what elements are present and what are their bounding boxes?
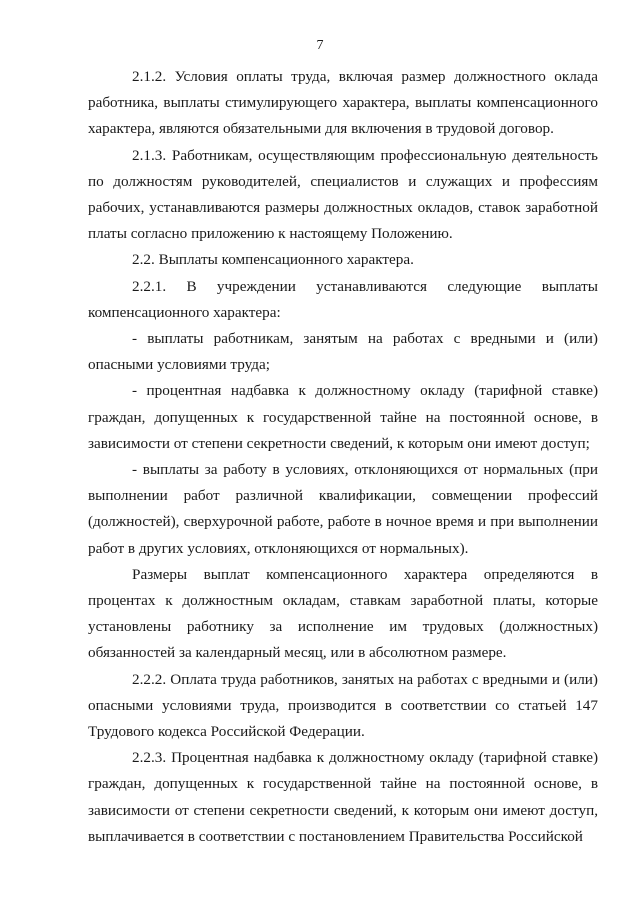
list-item-harmful-conditions: - выплаты работникам, занятым на работах с вредными и (или) опасными условиями труда; [88, 330, 598, 374]
paragraph-2-2-1: 2.2.1. В учреждении устанавливаются следующие выплаты компенсационного характера: [88, 277, 598, 321]
paragraph-2-2-2: 2.2.2. Оплата труда работников, занятых на работах с вредными и (или) опасными условиями труда, производится в соответствии со статьей 147 Трудового кодекса Российской Федерации. [88, 670, 598, 741]
paragraph-2-1-2: 2.1.2. Условия оплаты труда, включая размер должностного оклада работника, выплаты стимулирующего характера, выплаты компенсационного характера, являются обязательными для включения в трудовой договор. [88, 68, 598, 138]
paragraph-2-1-3: 2.1.3. Работникам, осуществляющим профессиональную деятельность по должностям руководителей, специалистов и служащих и профессиям рабочих, устанавливаются размеры должностных окладов, ставок заработной платы согласно приложению к настоящему Положению. [88, 146, 598, 243]
section-heading-2-2: 2.2. Выплаты компенсационного характера. [132, 251, 414, 269]
paragraph-2-2-3: 2.2.3. Процентная надбавка к должностному окладу (тарифной ставке) граждан, допущенных к государственной тайне на постоянной основе, в зависимости от степени секретности сведений, к которым они имеют доступ, выплачивается в соответствии с постановлением Правительства Российской [88, 749, 598, 845]
page-number: 7 [316, 38, 324, 53]
list-item-state-secret-allowance: - процентная надбавка к должностному окладу (тарифной ставке) граждан, допущенных к государственной тайне на постоянной основе, в зависимости от степени секретности сведений, к которым они имеют доступ; [88, 382, 598, 452]
paragraph-compensation-amounts: Размеры выплат компенсационного характера определяются в процентах к должностным окладам, ставкам заработной платы, которые установлены работнику за исполнение им трудовых (должностных) обязанностей за календарный месяц, или в абсолютном размере. [88, 565, 598, 662]
list-item-abnormal-conditions: - выплаты за работу в условиях, отклоняющихся от нормальных (при выполнении работ различной квалификации, совмещении профессий (должностей), сверхурочной работе, работе в ночное время и при выполнении работ в других условиях, отклоняющихся от нормальных). [88, 461, 598, 557]
document-body [88, 64, 598, 850]
